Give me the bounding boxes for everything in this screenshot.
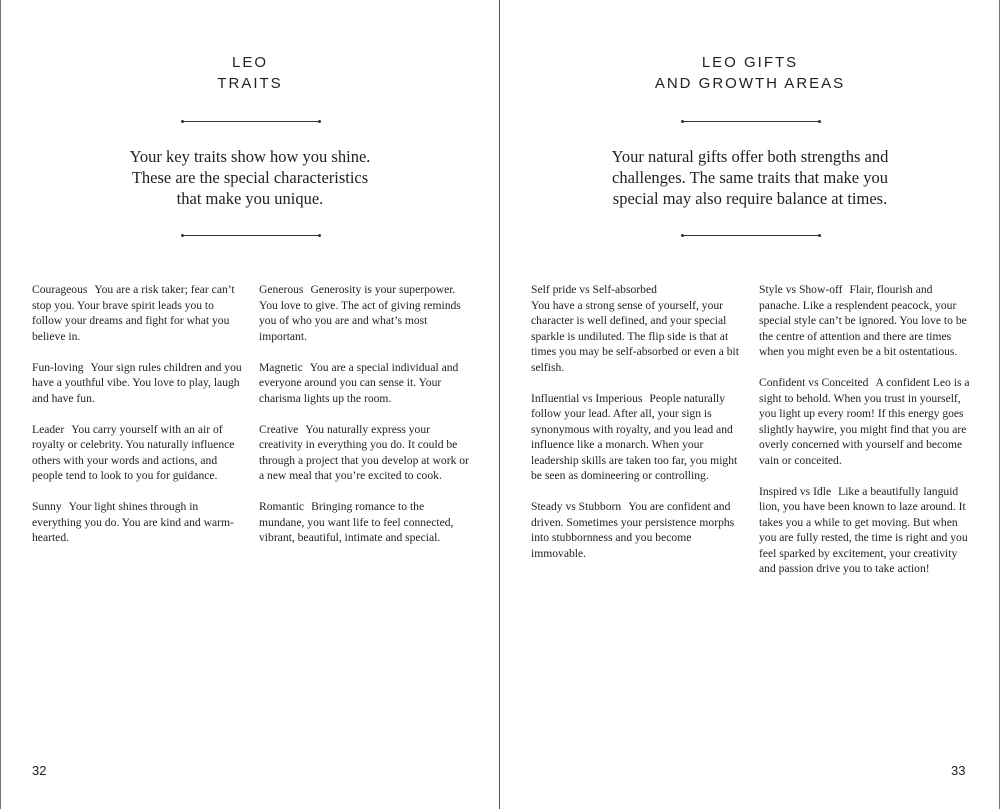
right-intro-line: special may also require balance at times. (612, 189, 888, 208)
trait-heading: Leader (32, 422, 65, 436)
gift-heading: Self pride vs Self-absorbed (531, 283, 657, 296)
trait-heading: Sunny (32, 500, 62, 513)
page-number-right: 33 (951, 763, 966, 778)
left-title-line1: LEO (231, 54, 268, 71)
trait-text: Generosity is your superpower. You love to give. The act of giving reminds you of who you are and what’s most important. (259, 283, 461, 343)
right-intro-line: challenges. The same traits that make you (612, 168, 888, 187)
trait-heading: Creative (259, 422, 299, 436)
right-page (500, 0, 1000, 809)
divider-rule (682, 235, 820, 236)
trait-entry (32, 282, 244, 344)
divider-rule (182, 235, 320, 236)
gift-entry (759, 484, 971, 577)
gift-text: People naturally follow your lead. After all, your sign is synonymous with royalty, and you lead and influence like a monarch. When your leadership skills are taken too far, you might be seen as domineering or controlling. (531, 391, 738, 482)
gift-heading: Confident vs Conceited (759, 376, 869, 389)
gift-text: You have a strong sense of yourself, your character is well defined, and your special sparkle is undiluted. The flip side is that at times you may be self-absorbed or even a bit selfish. (531, 298, 739, 374)
trait-text: You carry yourself with an air of royalty or celebrity. You naturally influence others with your words and actions, and people tend to look to you for guidance. (32, 422, 235, 482)
gift-text: You are confident and driven. Sometimes your persistence morphs into stubbornness and you become immovable. (531, 500, 735, 560)
gift-entry (531, 282, 743, 375)
trait-heading: Romantic (259, 500, 305, 513)
trait-entry (32, 499, 244, 546)
gift-text: Flair, flourish and panache. Like a resplendent peacock, your special style can’t be ignored. You love to be the centre of attention and there are times when you might even be a bit ostentatious. (759, 283, 967, 358)
left-intro-line: Your key traits show how you shine. (129, 147, 371, 166)
gift-entry (531, 499, 743, 561)
trait-entry (32, 360, 244, 407)
left-page-title (0, 52, 500, 94)
trait-heading: Fun-loving (32, 360, 84, 374)
trait-entry (32, 422, 244, 484)
divider-rule (682, 121, 820, 122)
trait-heading: Magnetic (259, 360, 303, 374)
right-column-2 (759, 282, 971, 592)
right-title-line2: AND GROWTH AREAS (654, 75, 846, 92)
left-column-1 (32, 282, 244, 561)
trait-text: You naturally express your creativity in everything you do. It could be through a project that you develop at work or a new meal that you’re excited to cook. (259, 422, 469, 482)
right-intro-line: Your natural gifts offer both strengths and (611, 147, 889, 166)
left-intro-line: These are the special characteristics (131, 168, 369, 187)
trait-text: You are a special individual and everyone around you can sense it. Your charisma lights up the room. (259, 360, 459, 405)
gift-heading: Influential vs Imperious (531, 391, 643, 405)
trait-entry (259, 422, 471, 484)
gift-text: A confident Leo is a sight to behold. When you trust in yourself, you light up every room! If this energy goes slightly haywire, you might find that you are overly concerned with yourself and become vain or conceited. (759, 376, 970, 467)
page-number-left: 32 (32, 763, 47, 778)
trait-text: Your sign rules children and you have a youthful vibe. You love to play, laugh and have fun. (32, 360, 242, 405)
trait-heading: Generous (259, 283, 304, 296)
left-column-2 (259, 282, 471, 561)
right-title-line1: LEO GIFTS (701, 54, 799, 71)
left-title-line2: TRAITS (217, 75, 283, 92)
right-page-title (500, 52, 1000, 94)
gift-heading: Inspired vs Idle (759, 484, 832, 498)
gift-heading: Steady vs Stubborn (531, 500, 622, 513)
gift-text: Like a beautifully languid lion, you have been known to laze around. It takes you a while to get moving. But when you are fully rested, the time is right and you feel sparked by excitement, your creativity and passion drive you to take action! (759, 484, 968, 575)
gift-entry (531, 391, 743, 484)
gift-heading: Style vs Show-off (759, 283, 843, 296)
trait-text: Your light shines through in everything you do. You are kind and warm-hearted. (32, 500, 234, 544)
left-intro-line: that make you unique. (176, 189, 324, 208)
right-intro (500, 146, 1000, 209)
gift-entry (759, 375, 971, 468)
trait-entry (259, 282, 471, 344)
gift-entry (759, 282, 971, 360)
trait-entry (259, 499, 471, 546)
trait-text: You are a risk taker; fear can’t stop you. Your brave spirit leads you to follow your dreams and fight for what you believe in. (32, 283, 235, 343)
divider-rule (182, 121, 320, 122)
trait-heading: Courageous (32, 283, 88, 296)
trait-text: Bringing romance to the mundane, you want life to feel connected, vibrant, beautiful, intimate and special. (259, 500, 454, 544)
trait-entry (259, 360, 471, 407)
left-intro (0, 146, 500, 209)
right-column-1 (531, 282, 743, 577)
